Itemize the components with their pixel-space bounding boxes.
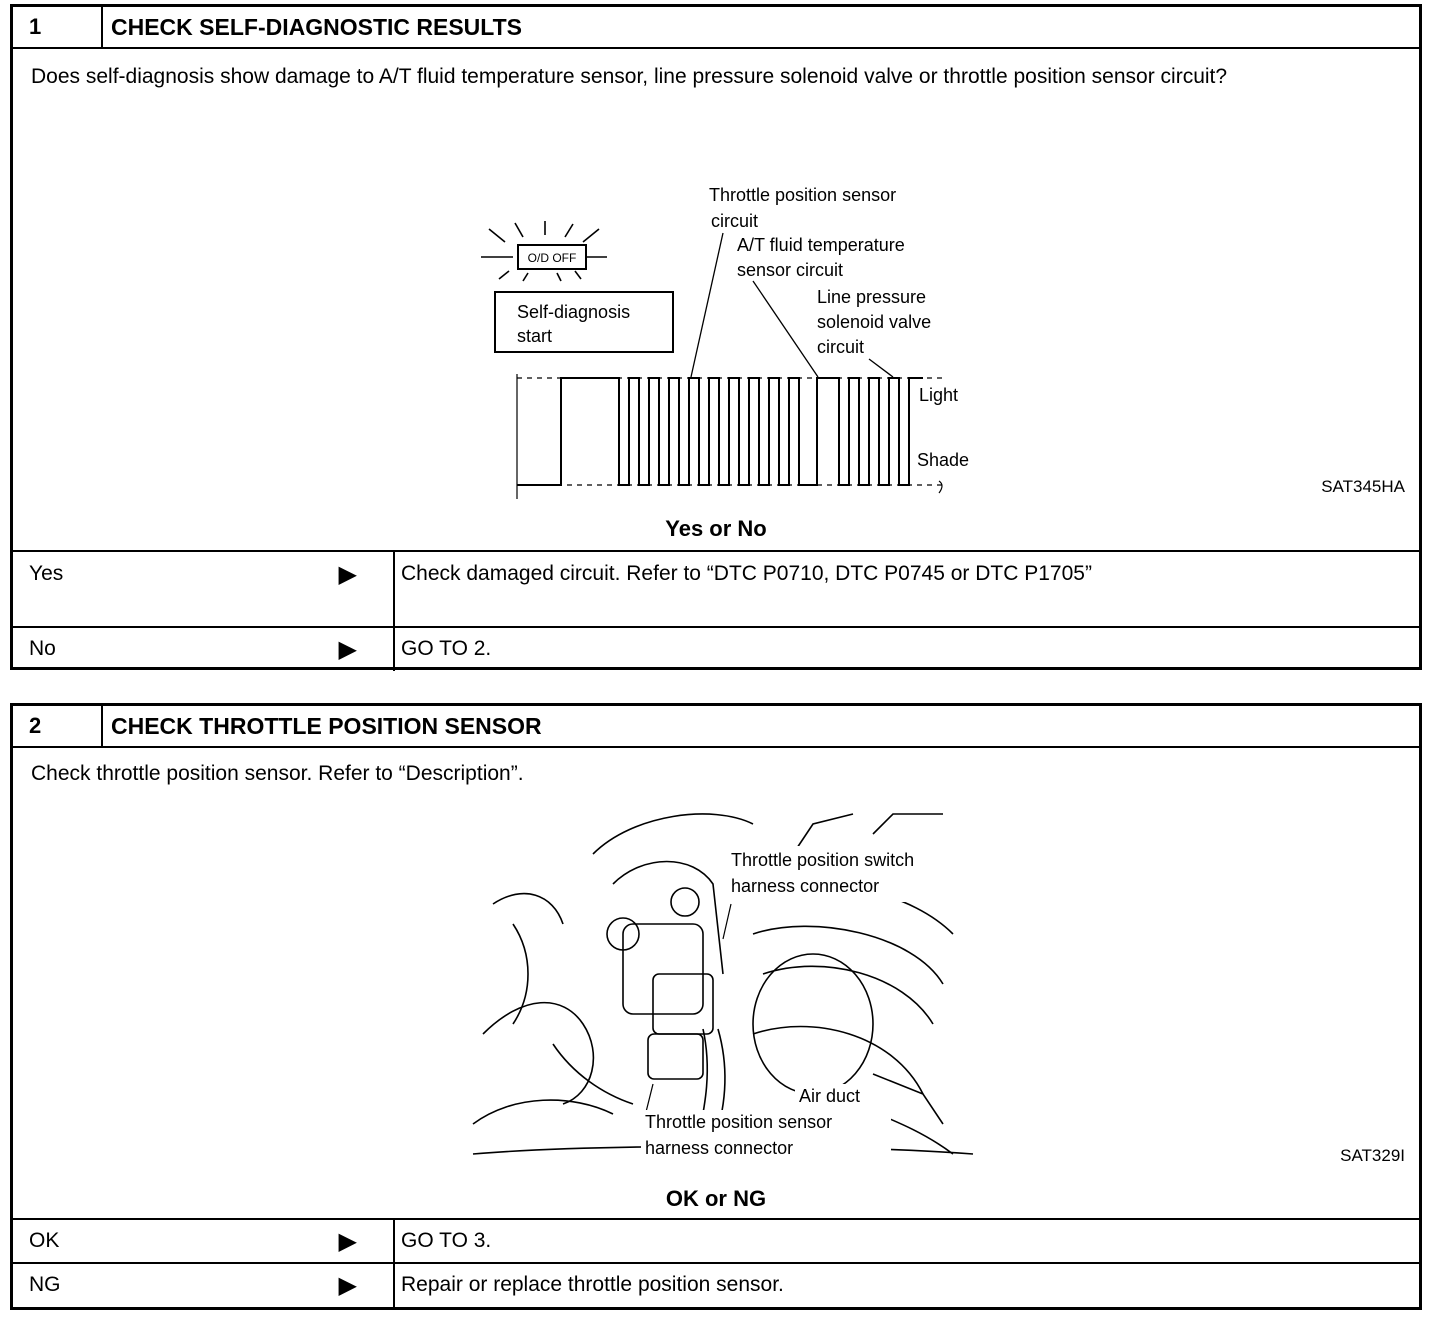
lps-circuit-label-line3: circuit xyxy=(817,337,865,357)
step-1-box xyxy=(10,4,1422,670)
step-2-box xyxy=(10,703,1422,1310)
step-number: 2 xyxy=(13,706,103,746)
decision-prompt: Yes or No xyxy=(665,516,767,541)
figure-code: SAT345HA xyxy=(1321,477,1405,496)
switch-connector-label-line1: Throttle position switch xyxy=(731,850,915,870)
decision-prompt: OK or NG xyxy=(665,1186,767,1211)
step-title: CHECK THROTTLE POSITION SENSOR xyxy=(111,712,542,739)
lps-circuit-label-line1: Line pressure xyxy=(817,287,927,307)
sensor-connector-label-line2: harness connector xyxy=(645,1138,794,1158)
figure-code: SAT329I xyxy=(1340,1146,1405,1165)
answer-row-ok xyxy=(13,1220,1419,1262)
step-1-body xyxy=(13,49,1419,552)
answer-label: NG xyxy=(29,1273,61,1296)
step-question: Does self-diagnosis show damage to A/T fluid temperature sensor, line pressure solenoid valve or throttle position sensor circuit? xyxy=(31,65,1228,88)
result-text: GO TO 2. xyxy=(401,637,492,660)
atf-circuit-label-line2: sensor circuit xyxy=(737,260,844,280)
lps-circuit-label-line2: solenoid valve xyxy=(817,312,932,332)
answer-label: No xyxy=(29,637,56,660)
self-diagnosis-diagram xyxy=(473,169,993,509)
light-level-label: Light xyxy=(919,385,959,405)
answer-cell xyxy=(13,1264,395,1308)
step-number: 1 xyxy=(13,7,103,47)
answer-cell xyxy=(13,552,395,626)
od-off-label: O/D OFF xyxy=(527,251,577,265)
atf-circuit-label-line1: A/T fluid temperature xyxy=(737,235,905,255)
result-text: Check damaged circuit. Refer to “DTC P0710, DTC P0745 or DTC P1705” xyxy=(401,562,1092,585)
answer-cell xyxy=(13,628,395,671)
throttle-body-illustration xyxy=(453,794,993,1164)
tps-circuit-label-line1: Throttle position sensor xyxy=(709,185,897,205)
answer-label: OK xyxy=(29,1229,60,1252)
step-2-header xyxy=(13,706,1419,748)
start-label-line1: Self-diagnosis xyxy=(517,302,631,322)
answer-row-ng xyxy=(13,1262,1419,1308)
play-arrow-icon: ▶ xyxy=(338,1272,357,1299)
step-2-body xyxy=(13,748,1419,1220)
tps-circuit-label-line2: circuit xyxy=(711,211,759,231)
play-arrow-icon: ▶ xyxy=(338,1228,357,1255)
result-text: GO TO 3. xyxy=(401,1229,492,1252)
shade-level-label: Shade xyxy=(917,450,970,470)
answer-row-yes xyxy=(13,552,1419,626)
result-text: Repair or replace throttle position sensor. xyxy=(401,1273,784,1296)
air-duct-label: Air duct xyxy=(799,1086,861,1106)
answer-label: Yes xyxy=(29,562,64,585)
start-label-line2: start xyxy=(517,326,553,346)
step-1-header xyxy=(13,7,1419,49)
answer-row-no xyxy=(13,626,1419,671)
answer-cell xyxy=(13,1220,395,1262)
step-question: Check throttle position sensor. Refer to “Description”. xyxy=(31,762,524,785)
play-arrow-icon: ▶ xyxy=(338,636,357,663)
play-arrow-icon: ▶ xyxy=(338,561,357,588)
step-title: CHECK SELF-DIAGNOSTIC RESULTS xyxy=(111,13,523,40)
sensor-connector-label-line1: Throttle position sensor xyxy=(645,1112,833,1132)
axis-break-icon xyxy=(939,481,942,493)
diagnosis-pulse-waveform xyxy=(517,378,923,485)
switch-connector-label-line2: harness connector xyxy=(731,876,880,896)
